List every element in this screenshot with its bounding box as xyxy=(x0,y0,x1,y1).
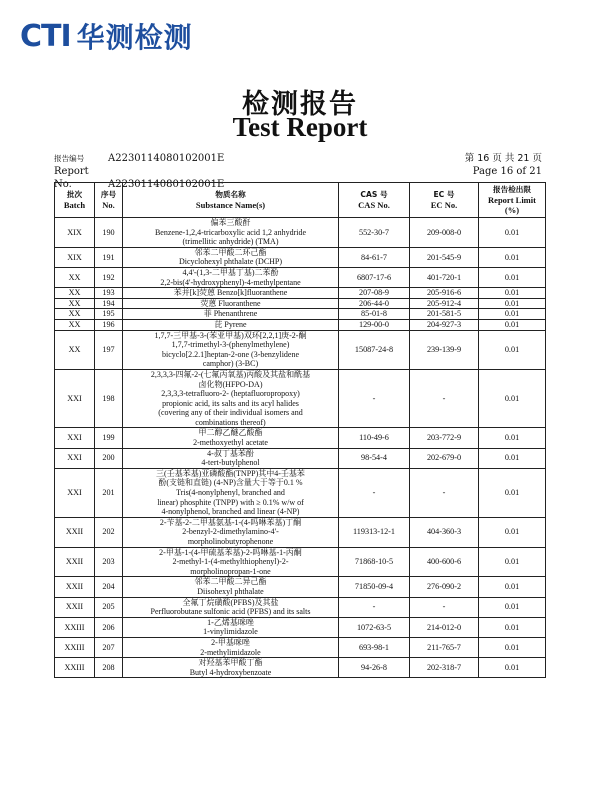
report-no-label-cn: 报告编号 xyxy=(54,154,85,163)
cell-cas-no: 15087-24-8 xyxy=(339,330,410,369)
cell-batch: XX xyxy=(55,330,95,369)
cell-no: 203 xyxy=(95,547,123,577)
substance-name-line: 2-methylimidazole xyxy=(200,647,261,657)
cell-cas-no: 85-01-8 xyxy=(339,309,410,320)
substance-name-line: 2,3,3,3-四氟-2-(七氟丙氧基)丙酸及其盐和酰基 xyxy=(150,369,311,379)
header-report-limit: 报告检出限 Report Limit (%) xyxy=(479,183,546,218)
cell-batch: XX xyxy=(55,319,95,330)
substance-name-line: Butyl 4-hydroxybenzoate xyxy=(189,667,272,677)
cell-ec-no: - xyxy=(410,597,479,617)
substance-name-line: 偏苯三酸酐 xyxy=(210,218,251,227)
table-row xyxy=(55,658,546,678)
cell-batch: XX xyxy=(55,309,95,320)
cell-ec-no: 211-765-7 xyxy=(410,637,479,657)
cell-report-limit: 0.01 xyxy=(479,468,546,517)
page-number-cn: 第 16 页 共 21 页 xyxy=(464,153,542,164)
cell-report-limit: 0.01 xyxy=(479,298,546,309)
cell-batch: XXIII xyxy=(55,617,95,637)
cell-report-limit: 0.01 xyxy=(479,319,546,330)
substance-name-line: 4-tert-butylphenol xyxy=(201,458,260,468)
cell-substance-name xyxy=(123,517,339,547)
cell-no: 192 xyxy=(95,267,123,287)
cell-no: 198 xyxy=(95,369,123,428)
cell-cas-no: 693-98-1 xyxy=(339,637,410,657)
cell-cas-no: 1072-63-5 xyxy=(339,617,410,637)
table-row xyxy=(55,448,546,468)
cell-no: 200 xyxy=(95,448,123,468)
cell-no: 191 xyxy=(95,247,123,267)
substance-name-line: 卤化物(HFPO-DA) xyxy=(198,379,263,389)
table-row xyxy=(55,288,546,299)
cell-ec-no: 214-012-0 xyxy=(410,617,479,637)
substance-name-line: 菲 Phenanthrene xyxy=(203,309,258,319)
substance-name-line: 2-benzyl-2-dimethylamino-4'- xyxy=(182,527,279,537)
cell-ec-no: 204-927-3 xyxy=(410,319,479,330)
cell-ec-no: - xyxy=(410,369,479,428)
cell-batch: XXIII xyxy=(55,658,95,678)
table-row xyxy=(55,428,546,448)
cell-substance-name xyxy=(123,309,339,320)
table-row xyxy=(55,330,546,369)
cell-substance-name xyxy=(123,468,339,517)
table-row xyxy=(55,309,546,320)
substance-name-line: 芘 Pyrene xyxy=(214,319,247,329)
cell-substance-name xyxy=(123,547,339,577)
cell-batch: XXI xyxy=(55,448,95,468)
cell-report-limit: 0.01 xyxy=(479,617,546,637)
substance-name-line: 邻苯二甲酸二异己酯 xyxy=(194,577,267,587)
header-ec-no: EC 号 EC No. xyxy=(410,183,479,218)
cell-substance-name xyxy=(123,658,339,678)
substance-name-line: Diisohexyl phthalate xyxy=(197,586,264,596)
cell-cas-no: 119313-12-1 xyxy=(339,517,410,547)
cell-report-limit: 0.01 xyxy=(479,247,546,267)
cell-ec-no: 201-581-5 xyxy=(410,309,479,320)
cell-ec-no: 202-318-7 xyxy=(410,658,479,678)
cell-substance-name xyxy=(123,637,339,657)
cell-no: 205 xyxy=(95,597,123,617)
cell-ec-no: 401-720-1 xyxy=(410,267,479,287)
substance-name-line: 1-乙烯基咪唑 xyxy=(207,617,254,627)
cell-batch: XXI xyxy=(55,468,95,517)
table-row xyxy=(55,637,546,657)
cell-report-limit: 0.01 xyxy=(479,288,546,299)
cell-ec-no: 239-139-9 xyxy=(410,330,479,369)
cell-no: 195 xyxy=(95,309,123,320)
report-title-english: Test Report xyxy=(232,112,368,142)
cell-substance-name xyxy=(123,617,339,637)
substance-name-line: 4-nonylphenol, branched and linear (4-NP) xyxy=(161,507,300,517)
cell-substance-name xyxy=(123,369,339,428)
report-no-label-en: Report No. xyxy=(54,166,89,190)
cell-report-limit: 0.01 xyxy=(479,517,546,547)
substance-name-line: Tris(4-nonylphenyl, branched and xyxy=(176,488,285,498)
cell-batch: XX xyxy=(55,288,95,299)
cell-cas-no: - xyxy=(339,468,410,517)
cell-report-limit: 0.01 xyxy=(479,658,546,678)
cell-batch: XIX xyxy=(55,247,95,267)
table-row xyxy=(55,267,546,287)
table-row xyxy=(55,218,546,248)
table-row xyxy=(55,517,546,547)
table-row xyxy=(55,577,546,597)
cell-batch: XX xyxy=(55,267,95,287)
cell-cas-no: - xyxy=(339,597,410,617)
cell-cas-no: 71868-10-5 xyxy=(339,547,410,577)
substance-name-line: 荧蒽 Fluoranthene xyxy=(200,298,261,308)
cell-ec-no: 400-600-6 xyxy=(410,547,479,577)
cell-batch: XXII xyxy=(55,597,95,617)
substance-name-line: 1,7,7-trimethyl-3-(phenylmethylene) xyxy=(171,340,290,350)
substance-name-line: 对羟基苯甲酸丁酯 xyxy=(198,658,263,668)
cell-report-limit: 0.01 xyxy=(479,637,546,657)
substance-name-line: Perfluorobutane sulfonic acid (PFBS) and its salts xyxy=(150,607,311,617)
company-logo xyxy=(20,18,193,54)
cell-substance-name xyxy=(123,298,339,309)
cell-ec-no: 404-360-3 xyxy=(410,517,479,547)
cell-report-limit: 0.01 xyxy=(479,218,546,248)
substance-table xyxy=(54,182,546,678)
substance-name-line: propionic acid, its salts and its acyl halides xyxy=(162,398,299,408)
cell-no: 196 xyxy=(95,319,123,330)
cell-batch: XXII xyxy=(55,577,95,597)
substance-name-line: 酚(支链和直链) (4-NP)含量大于等于0.1 % xyxy=(158,478,303,488)
cell-ec-no: 276-090-2 xyxy=(410,577,479,597)
substance-name-line: 2-methoxyethyl acetate xyxy=(193,438,268,448)
cell-ec-no: - xyxy=(410,468,479,517)
header-substance-name: 物质名称 Substance Name(s) xyxy=(123,183,339,218)
cell-cas-no: 84-61-7 xyxy=(339,247,410,267)
substance-name-line: 2-methyl-1-(4-methylthiophenyl)-2- xyxy=(172,557,289,567)
table-row xyxy=(55,369,546,428)
cell-batch: XXI xyxy=(55,428,95,448)
cell-no: 190 xyxy=(95,218,123,248)
cell-substance-name xyxy=(123,267,339,287)
cell-no: 193 xyxy=(95,288,123,299)
cell-report-limit: 0.01 xyxy=(479,330,546,369)
substance-name-line: 全氟丁烷磺酸(PFBS)及其盐 xyxy=(182,597,279,607)
cell-ec-no: 201-545-9 xyxy=(410,247,479,267)
cell-cas-no: 6807-17-6 xyxy=(339,267,410,287)
cell-ec-no: 203-772-9 xyxy=(410,428,479,448)
header-cas-no: CAS 号 CAS No. xyxy=(339,183,410,218)
cell-no: 206 xyxy=(95,617,123,637)
report-title-chinese: 检测报告 xyxy=(242,89,358,120)
header-batch: 批次 Batch xyxy=(55,183,95,218)
table-row xyxy=(55,319,546,330)
cell-report-limit: 0.01 xyxy=(479,448,546,468)
cell-ec-no: 202-679-0 xyxy=(410,448,479,468)
cell-batch: XX xyxy=(55,298,95,309)
substance-name-line: camphor) (3-BC) xyxy=(202,359,259,369)
substance-name-line: 1-vinylimidazole xyxy=(203,627,258,637)
substance-name-line: 1,7,7-三甲基-3-(苯亚甲基)双环[2,2,1]庚-2-酮 xyxy=(154,330,307,340)
cell-no: 208 xyxy=(95,658,123,678)
cell-batch: XXI xyxy=(55,369,95,428)
table-row xyxy=(55,298,546,309)
substance-name-line: 甲二醇乙醚乙酸酯 xyxy=(198,428,263,438)
cell-cas-no: 552-30-7 xyxy=(339,218,410,248)
logo-mark: CTI xyxy=(20,18,71,54)
cell-substance-name xyxy=(123,218,339,248)
substance-name-line: 三(壬基苯基)亚磷酸酯(TNPP)其中4-壬基苯 xyxy=(156,468,305,478)
substance-name-line: 苯并[k]荧蒽 Benzo[k]fluoranthene xyxy=(173,288,288,298)
substance-name-line: morpholinopropan-1-one xyxy=(190,566,271,576)
cell-substance-name xyxy=(123,597,339,617)
cell-batch: XXIII xyxy=(55,637,95,657)
substance-name-line: Benzene-1,2,4-tricarboxylic acid 1,2 anhydride xyxy=(154,227,307,237)
cell-report-limit: 0.01 xyxy=(479,428,546,448)
cell-report-limit: 0.01 xyxy=(479,597,546,617)
cell-substance-name xyxy=(123,319,339,330)
cell-ec-no: 209-008-0 xyxy=(410,218,479,248)
substance-name-line: 4-叔丁基苯酚 xyxy=(207,448,254,458)
cell-substance-name xyxy=(123,448,339,468)
cell-no: 197 xyxy=(95,330,123,369)
cell-substance-name xyxy=(123,428,339,448)
cell-batch: XXII xyxy=(55,547,95,577)
cell-ec-no: 205-912-4 xyxy=(410,298,479,309)
table-body xyxy=(55,218,546,678)
table-header-row xyxy=(55,183,546,218)
cell-no: 204 xyxy=(95,577,123,597)
table-row xyxy=(55,617,546,637)
cell-report-limit: 0.01 xyxy=(479,309,546,320)
page-number-en: Page 16 of 21 xyxy=(472,166,542,177)
cell-report-limit: 0.01 xyxy=(479,547,546,577)
cell-cas-no: 98-54-4 xyxy=(339,448,410,468)
substance-name-line: 2-甲基咪唑 xyxy=(211,637,250,647)
substance-name-line: (covering any of their individual isomers and xyxy=(158,408,303,418)
cell-cas-no: 71850-09-4 xyxy=(339,577,410,597)
cell-ec-no: 205-916-6 xyxy=(410,288,479,299)
substance-name-line: bicyclo[2.2.1]heptan-2-one (3-benzylidene xyxy=(161,349,300,359)
substance-name-line: 4,4'-(1,3-二甲基丁基)二苯酚 xyxy=(182,267,279,277)
substance-name-line: morpholinobutyrophenone xyxy=(187,537,274,546)
substance-name-line: 2,2-bis(4'-hydroxyphenyl)-4-methylpentane xyxy=(160,277,301,287)
logo-chinese-name: 华测检测 xyxy=(76,21,193,54)
substance-name-line: 2,3,3,3-tetrafluoro-2- (heptafluoropropoxy) xyxy=(161,389,300,399)
cell-cas-no: 206-44-0 xyxy=(339,298,410,309)
table-row xyxy=(55,468,546,517)
cell-batch: XIX xyxy=(55,218,95,248)
cell-substance-name xyxy=(123,577,339,597)
substance-name-line: (trimellitic anhydride) (TMA) xyxy=(182,237,279,247)
table-row xyxy=(55,547,546,577)
substance-name-line: Dicyclohexyl phthalate (DCHP) xyxy=(178,257,283,267)
cell-no: 194 xyxy=(95,298,123,309)
cell-substance-name xyxy=(123,247,339,267)
substance-name-line: 2-苄基-2-二甲基氨基-1-(4-吗啉苯基)丁酮 xyxy=(159,517,302,527)
report-no-value-cn: A2230114080102001E xyxy=(108,153,225,164)
cell-batch: XXII xyxy=(55,517,95,547)
cell-no: 202 xyxy=(95,517,123,547)
substance-name-line: 邻苯二甲酸二环己酯 xyxy=(194,247,267,257)
header-no: 序号 No. xyxy=(95,183,123,218)
cell-report-limit: 0.01 xyxy=(479,267,546,287)
cell-substance-name xyxy=(123,330,339,369)
substance-name-line: linear) phosphite (TNPP) with ≥ 0.1% w/w of xyxy=(157,497,304,507)
page-number-block xyxy=(465,152,542,178)
table-row xyxy=(55,597,546,617)
cell-cas-no: - xyxy=(339,369,410,428)
cell-cas-no: 94-26-8 xyxy=(339,658,410,678)
cell-report-limit: 0.01 xyxy=(479,369,546,428)
substance-name-line: combinations thereof) xyxy=(195,417,266,427)
substance-name-line: 2-甲基-1-(4-甲硫基苯基)-2-吗啉基-1-丙酮 xyxy=(159,547,302,557)
report-no-value-en: A2230114080102001E xyxy=(108,179,225,190)
cell-substance-name xyxy=(123,288,339,299)
cell-no: 201 xyxy=(95,468,123,517)
table-row xyxy=(55,247,546,267)
cell-cas-no: 207-08-9 xyxy=(339,288,410,299)
cell-no: 207 xyxy=(95,637,123,657)
cell-no: 199 xyxy=(95,428,123,448)
cell-report-limit: 0.01 xyxy=(479,577,546,597)
cell-cas-no: 129-00-0 xyxy=(339,319,410,330)
cell-cas-no: 110-49-6 xyxy=(339,428,410,448)
